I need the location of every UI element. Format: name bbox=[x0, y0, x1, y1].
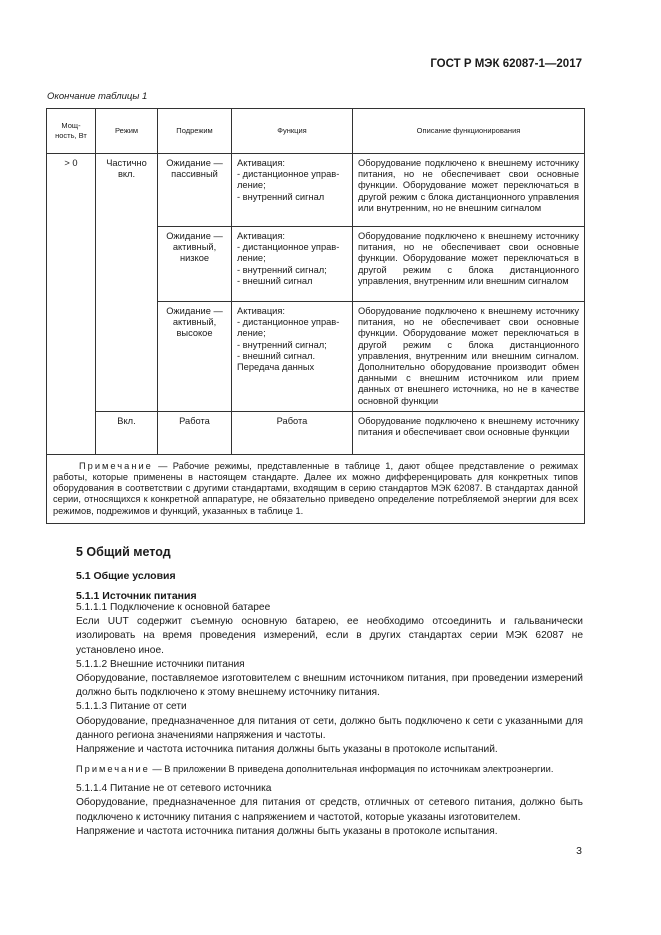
function-line: - внешний сигнал bbox=[237, 275, 313, 286]
description-cell: Оборудование подключено к внешнему источнику питания, но не обеспечивает свои основные функции. Оборудование может переключаться в другой режим с блока дистанционного управления или внутренним, но не внешним сигналом bbox=[353, 154, 585, 227]
standard-header: ГОСТ Р МЭК 62087-1—2017 bbox=[430, 58, 582, 70]
function-line: - дистанционное управ- bbox=[237, 242, 340, 253]
note-label: Примечание bbox=[76, 764, 150, 775]
table-row bbox=[47, 411, 585, 454]
function-line: Активация: bbox=[237, 158, 285, 168]
paragraph: Оборудование, предназначенное для питания от средств, отличных от сетевого питания, должно быть подключено к источнику питания с напряжением и частотой, которые указаны изготовителем. bbox=[76, 797, 583, 823]
clause-heading: 5.1.1.3 Питание от сети bbox=[76, 701, 187, 713]
function-line: - внешний сигнал. bbox=[237, 350, 316, 361]
description-cell: Оборудование подключено к внешнему источнику питания, но не обеспечивает свои основные функции. Оборудование может переключаться в другой режим с блока дистанционного управления, внутренним или внешним сигналом. Дополнительно оборудование производит обмен данными с внешним источником или прием данных от внешнего источника, но не в качестве основной функции bbox=[353, 302, 585, 412]
col-header-submode: Подрежим bbox=[158, 109, 232, 154]
col-header-function: Функция bbox=[232, 109, 353, 154]
col-header-mode: Режим bbox=[96, 109, 158, 154]
section-title: 5 Общий метод bbox=[76, 545, 171, 559]
table-row bbox=[47, 154, 585, 227]
submode-cell: Ожидание — пассивный bbox=[158, 154, 232, 227]
description-cell: Оборудование подключено к внешнему источнику питания, но не обеспечивает свои основные функции. Оборудование может переключаться в другой режим с блока дистанционного управления, внутренним или внешним сигналом bbox=[353, 227, 585, 302]
function-line: ление; bbox=[237, 253, 266, 264]
modes-table bbox=[46, 108, 585, 524]
paragraph: Напряжение и частота источника питания должны быть указаны в протоколе испытания. bbox=[76, 825, 498, 837]
mode-cell: Частично вкл. bbox=[96, 154, 158, 412]
function-cell bbox=[232, 302, 353, 412]
submode-cell: Ожидание — активный, низкое bbox=[158, 227, 232, 302]
function-cell: Работа bbox=[232, 411, 353, 454]
function-line: - дистанционное управ- bbox=[237, 317, 340, 328]
description-cell: Оборудование подключено к внешнему источнику питания и обеспечивает свои основные функции bbox=[353, 411, 585, 454]
table-note bbox=[47, 454, 585, 523]
clause-heading: 5.1.1.2 Внешние источники питания bbox=[76, 658, 245, 670]
submode-cell: Работа bbox=[158, 411, 232, 454]
function-line: Активация: bbox=[237, 306, 285, 316]
function-line: - дистанционное управ- bbox=[237, 169, 340, 180]
function-line: - внутренний сигнал; bbox=[237, 264, 327, 275]
clause-heading: 5.1.1.1 Подключение к основной батарее bbox=[76, 602, 271, 613]
paragraph-text: Если UUT содержит съемную основную батарею, ее необходимо отсоединить и гальванически изолировать на время проведения измерений, если в других стандартах серии МЭК 62087 не установлено иное. bbox=[76, 616, 583, 656]
note-label: Примечание bbox=[79, 460, 153, 471]
function-line: ление; bbox=[237, 180, 266, 191]
mode-cell: Вкл. bbox=[96, 411, 158, 454]
table-header-row bbox=[47, 109, 585, 154]
submode-cell: Ожидание — активный, высокое bbox=[158, 302, 232, 412]
clause-heading: 5.1.1.4 Питание не от сетевого источника bbox=[76, 783, 272, 795]
function-line: Активация: bbox=[237, 231, 285, 241]
function-cell bbox=[232, 154, 353, 227]
body-text bbox=[76, 601, 583, 839]
page-number: 3 bbox=[576, 845, 582, 857]
function-line: ление; bbox=[237, 328, 266, 339]
table-caption: Окончание таблицы 1 bbox=[47, 91, 148, 102]
note-text: — Рабочие режимы, представленные в таблице 1, дают общее представление о режимах работы, которые применены в настоящем стандарте. Далее их можно дифференцировать для конкретных типов оборудования в соответствии с другими стандартами, входящим в серию стандартов МЭК 62087. В стандартах данной серии, относящихся к конкретной аппаратуре, не обязательно приведено определение потребляемой энергии для всех режимов, подрежимов и функций, указанных в таблице 1. bbox=[53, 460, 578, 516]
col-header-description: Описание функционирования bbox=[353, 109, 585, 154]
paragraph: Оборудование, поставляемое изготовителем с внешним источником питания, при проведении измерений должно быть подключено к этому внешнему источнику питания. bbox=[76, 673, 583, 699]
note-text: — В приложении В приведена дополнительная информация по источникам электроэнергии. bbox=[149, 764, 554, 775]
subsection-title: 5.1.1 Источник питания bbox=[76, 590, 197, 602]
function-line: - внутренний сигнал; bbox=[237, 339, 327, 350]
function-line: Передача данных bbox=[237, 362, 315, 373]
col-header-power: Мощ-ность, Вт bbox=[47, 109, 96, 154]
function-line: - внутренний сигнал bbox=[237, 191, 325, 202]
paragraph: Напряжение и частота источника питания должны быть указаны в протоколе испытаний. bbox=[76, 744, 498, 756]
table-note-row bbox=[47, 454, 585, 523]
function-cell bbox=[232, 227, 353, 302]
note bbox=[76, 763, 583, 776]
paragraph bbox=[76, 615, 583, 658]
paragraph: Оборудование, предназначенное для питания от сети, должно быть подключено к сети с указанными для данного региона значениями напряжения и частоты. bbox=[76, 715, 583, 741]
subsection-title: 5.1 Общие условия bbox=[76, 570, 176, 582]
power-cell: > 0 bbox=[47, 154, 96, 455]
